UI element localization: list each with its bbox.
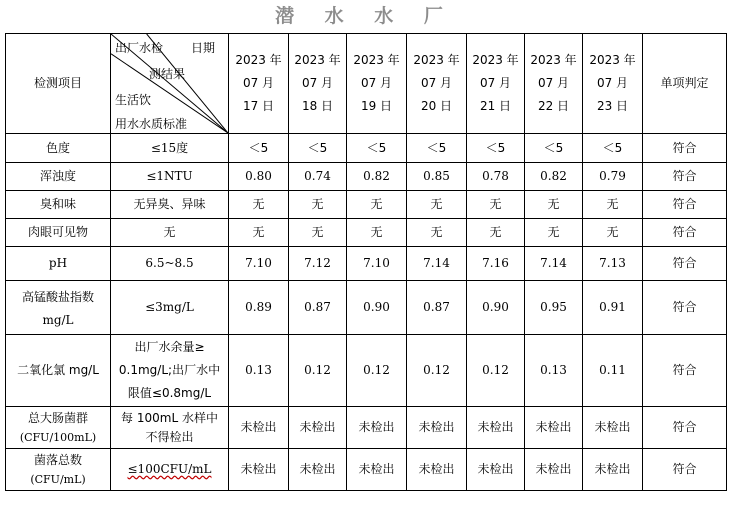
diag-top-right-label: 日期 — [191, 41, 216, 55]
diag-mid-label: 测结果 — [149, 67, 186, 81]
value-cell: 0.12 — [347, 335, 407, 407]
value-cell: 0.95 — [525, 281, 583, 335]
value-cell: 未检出 — [347, 407, 407, 449]
value-cell: 0.11 — [583, 335, 643, 407]
value-cell: 未检出 — [525, 449, 583, 491]
diag-bottom-label: 用水水质标准 — [115, 117, 188, 131]
value-cell: 7.12 — [289, 247, 347, 281]
header-row — [6, 34, 727, 134]
value-cell: 7.14 — [525, 247, 583, 281]
date-header-cell: 2023 年 07 月 20 日 — [407, 34, 467, 134]
value-cell: 未检出 — [347, 449, 407, 491]
value-cell: 未检出 — [583, 449, 643, 491]
standard-cell: ≤15度 — [111, 134, 229, 163]
standard-cell: 无异臭、异味 — [111, 191, 229, 219]
value-cell: 0.82 — [347, 163, 407, 191]
value-cell: 0.90 — [467, 281, 525, 335]
date-header-cell: 2023 年 07 月 21 日 — [467, 34, 525, 134]
value-cell: 7.10 — [229, 247, 289, 281]
value-cell: 未检出 — [407, 449, 467, 491]
standard-cell: 无 — [111, 219, 229, 247]
value-cell: 无 — [347, 219, 407, 247]
value-cell: 0.12 — [467, 335, 525, 407]
table-row — [6, 191, 727, 219]
value-cell: 无 — [289, 191, 347, 219]
header-diagonal-cell — [111, 34, 229, 134]
value-cell: 无 — [407, 191, 467, 219]
table-row — [6, 163, 727, 191]
value-cell: 0.12 — [407, 335, 467, 407]
standard-cell: 出厂水余量≥ 0.1mg/L;出厂水中 限值≤0.8mg/L — [111, 335, 229, 407]
value-cell: 0.90 — [347, 281, 407, 335]
value-cell: 无 — [347, 191, 407, 219]
date-header-cell: 2023 年 07 月 18 日 — [289, 34, 347, 134]
value-cell: 无 — [407, 219, 467, 247]
value-cell: 未检出 — [289, 407, 347, 449]
value-cell: 0.13 — [525, 335, 583, 407]
value-cell: 0.80 — [229, 163, 289, 191]
value-cell: ＜5 — [289, 134, 347, 163]
item-cell: 二氧化氯 mg/L — [6, 335, 111, 407]
value-cell: 0.87 — [407, 281, 467, 335]
table-row — [6, 407, 727, 449]
item-cell: pH — [6, 247, 111, 281]
item-cell: 菌落总数 (CFU/mL) — [6, 449, 111, 491]
header-judge-column: 单项判定 — [643, 34, 727, 134]
value-cell: 0.91 — [583, 281, 643, 335]
value-cell: 7.14 — [407, 247, 467, 281]
value-cell: 未检出 — [229, 407, 289, 449]
value-cell: 无 — [525, 219, 583, 247]
value-cell: ＜5 — [583, 134, 643, 163]
date-header-cell: 2023 年 07 月 22 日 — [525, 34, 583, 134]
value-cell: 未检出 — [407, 407, 467, 449]
table-row — [6, 219, 727, 247]
value-cell: 0.79 — [583, 163, 643, 191]
water-quality-table — [5, 33, 727, 491]
value-cell: 未检出 — [467, 407, 525, 449]
item-cell: 色度 — [6, 134, 111, 163]
item-cell: 浑浊度 — [6, 163, 111, 191]
value-cell: 0.12 — [289, 335, 347, 407]
value-cell: 7.16 — [467, 247, 525, 281]
standard-cell: ≤3mg/L — [111, 281, 229, 335]
value-cell: 无 — [467, 191, 525, 219]
value-cell: 无 — [289, 219, 347, 247]
page-title: 潜 水 水 厂 — [275, 5, 455, 27]
value-cell: 无 — [525, 191, 583, 219]
value-cell: 7.13 — [583, 247, 643, 281]
standard-cell: 每 100mL 水样中 不得检出 — [111, 407, 229, 449]
judge-cell: 符合 — [643, 281, 727, 335]
value-cell: ＜5 — [407, 134, 467, 163]
value-cell: 7.10 — [347, 247, 407, 281]
value-cell: ＜5 — [347, 134, 407, 163]
value-cell: 0.74 — [289, 163, 347, 191]
value-cell: ＜5 — [525, 134, 583, 163]
value-cell: 未检出 — [583, 407, 643, 449]
value-cell: 未检出 — [525, 407, 583, 449]
value-cell: 无 — [467, 219, 525, 247]
value-cell: 0.87 — [289, 281, 347, 335]
judge-cell: 符合 — [643, 335, 727, 407]
item-cell: 肉眼可见物 — [6, 219, 111, 247]
value-cell: 无 — [229, 191, 289, 219]
value-cell: ＜5 — [229, 134, 289, 163]
value-cell: 无 — [229, 219, 289, 247]
date-header-cell: 2023 年 07 月 23 日 — [583, 34, 643, 134]
value-cell: 0.85 — [407, 163, 467, 191]
judge-cell: 符合 — [643, 247, 727, 281]
value-cell: 无 — [583, 219, 643, 247]
value-cell: 0.89 — [229, 281, 289, 335]
header-item-column: 检测项目 — [6, 34, 111, 134]
standard-cell: ≤1NTU — [111, 163, 229, 191]
date-header-cell: 2023 年 07 月 19 日 — [347, 34, 407, 134]
table-row — [6, 281, 727, 335]
value-cell: 未检出 — [467, 449, 525, 491]
judge-cell: 符合 — [643, 163, 727, 191]
judge-cell: 符合 — [643, 449, 727, 491]
value-cell: 未检出 — [229, 449, 289, 491]
value-cell: 0.78 — [467, 163, 525, 191]
judge-cell: 符合 — [643, 191, 727, 219]
item-cell: 臭和味 — [6, 191, 111, 219]
judge-cell: 符合 — [643, 407, 727, 449]
table-row — [6, 449, 727, 491]
diag-top-left-label: 出厂水检 — [115, 41, 164, 55]
judge-cell: 符合 — [643, 219, 727, 247]
date-header-cell: 2023 年 07 月 17 日 — [229, 34, 289, 134]
diag-low-label: 生活饮 — [115, 93, 152, 107]
table-row — [6, 335, 727, 407]
table-row — [6, 247, 727, 281]
item-cell: 总大肠菌群 (CFU/100mL) — [6, 407, 111, 449]
value-cell: 0.13 — [229, 335, 289, 407]
standard-cell: ≤100CFU/mL — [111, 449, 229, 491]
standard-cell: 6.5~8.5 — [111, 247, 229, 281]
judge-cell: 符合 — [643, 134, 727, 163]
table-row — [6, 134, 727, 163]
value-cell: 未检出 — [289, 449, 347, 491]
value-cell: 无 — [583, 191, 643, 219]
value-cell: 0.82 — [525, 163, 583, 191]
item-cell: 高锰酸盐指数 mg/L — [6, 281, 111, 335]
value-cell: ＜5 — [467, 134, 525, 163]
